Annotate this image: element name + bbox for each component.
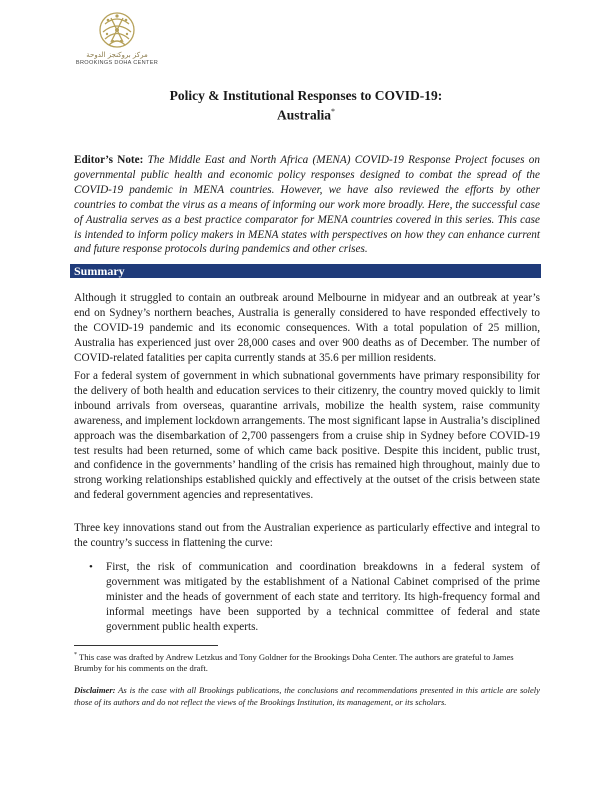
summary-bullet-1: First, the risk of communication and coordination breakdowns in a federal system of government was mitigated by the establishment of a National Cabinet comprised of the prime minister and the heads of government of each state and territory. Its high-frequency formal and informal meetings have been supported by a technical committee of federal and state government public health experts. — [106, 561, 540, 633]
footnote-divider — [74, 645, 218, 646]
title-line-1: Policy & Institutional Responses to COVID-19: — [169, 88, 443, 103]
brookings-doha-emblem-icon — [95, 10, 139, 50]
editors-note — [74, 153, 540, 257]
footnote-mark: * — [74, 652, 77, 658]
author-footnote — [74, 650, 540, 675]
disclaimer-label: Disclaimer: — [74, 685, 116, 695]
summary-paragraph-2: For a federal system of government in which subnational governments have primary responsibility for the delivery of both health and education services to their citizenry, the country moved quickly to limit inbound arrivals from overseas, quarantine arrivals, mobilize the health system, raise community awareness, and implement lockdown arrangements. The most significant lapse in Australia’s disciplined approach was the disembarkation of 2,700 passengers from a cruise ship in Sydney before COVID-19 test results had been returned, some of which came back positive. Despite this incident, public trust, and confidence in the governments’ handling of the crisis has remained high throughout, mainly due to strong working relationships established quickly and effectively at the outset of the crisis between state and federal government agencies and representatives. — [74, 370, 540, 502]
title-line-2 — [0, 104, 612, 124]
summary-paragraph-3: Three key innovations stand out from the Australian experience as particularly effective and integral to the country’s success in flattening the curve: — [74, 522, 540, 549]
bullet-marker: • — [89, 561, 93, 573]
brookings-doha-logo — [74, 10, 160, 66]
footnote-text: This case was drafted by Andrew Letzkus and Tony Goldner for the Brookings Doha Center. The authors are grateful to James Brumby for his comments on the draft. — [74, 651, 514, 674]
disclaimer — [74, 685, 540, 708]
title-country: Australia — [277, 107, 331, 123]
summary-heading-bar: Summary — [70, 264, 541, 278]
logo-english-text: BROOKINGS DOHA CENTER — [75, 60, 159, 66]
document-title — [0, 88, 612, 124]
editors-note-text: The Middle East and North Africa (MENA) COVID-19 Response Project focuses on governmental public health and economic policy responses designed to combat the spread of the COVID-19 pandemic in MENA countries. However, we have also reviewed the efforts by other countries to combat the virus as a means of informing our work more broadly. Here, the successful case of Australia serves as a best practice comparator for MENA countries covered in this series. This case is intended to inform policy makers in MENA states with perspectives on how they can enhance current and future response protocols during pandemics and other crises. — [74, 154, 540, 256]
title-footnote-mark: * — [331, 107, 335, 116]
summary-paragraph-1: Although it struggled to contain an outbreak around Melbourne in midyear and an outbreak at year’s end on Sydney’s northern beaches, Australia is generally considered to have responded effectively to the COVID-19 pandemic and its economic consequences. With a total population of 25 million, Australia has experienced just over 28,000 cases and over 900 deaths as of December. The number of COVID-related fatalities per capita currently stands at 35.6 per million residents. — [74, 292, 540, 364]
logo-arabic-text: مركز بروكنجز الدوحة — [86, 51, 148, 59]
editors-note-label: Editor’s Note: — [74, 154, 144, 166]
disclaimer-text: As is the case with all Brookings publications, the conclusions and recommendations presented in this article are solely those of its authors and do not reflect the views of the Brookings Institution, its management, or its scholars. — [74, 685, 540, 707]
